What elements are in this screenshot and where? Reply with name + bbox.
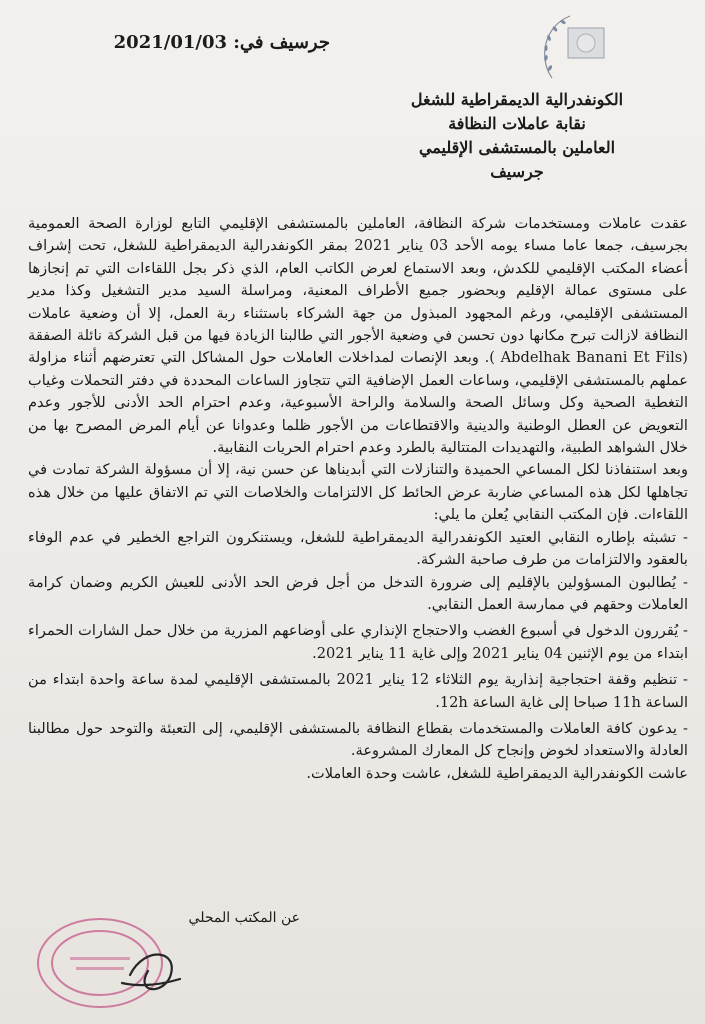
closing-slogan: عاشت الكونفدرالية الديمقراطية للشغل، عاشت وحدة العاملات. bbox=[306, 764, 688, 782]
demand-item-1: - تشبثه بإطاره النقابي العتيد الكونفدرالية الديمقراطية للشغل، ويستنكرون التراجع الخطير في عدم الوفاء بالعقود والالتزامات من طرف صاحبة الشركة. bbox=[28, 528, 688, 569]
stamp-and-signature-icon bbox=[30, 905, 190, 1015]
paragraph-intro: عقدت عاملات ومستخدمات شركة النظافة، العاملين بالمستشفى الإقليمي التابع لوزارة الصحة العمومية بجرسيف، جمعا عاما مساء يومه الأحد 03 يناير 2021 بمقر الكونفدرالية الديمقراطية للشغل، تحت إشراف أعضاء المكتب الإقليمي للكدش، وبعد الاستماع لعرض الكاتب العام، الذي ذكر بجل اللقاءات التي تم إنجازها على مستوى عمالة الإقليم وبحضور جميع الأطراف المعنية، ومراسلة السيد مدير التشغيل وكذا مدير المستشفى الإقليمي، ورغم المجهود المبذول من جهة الشركاء باستثناء ربة العمل، إلا أن وضعية عاملات النظافة لازالت تبرح مكانها دون تحسن في وضعية الأجور التي طالبنا الزيادة فيها من قبل الشركة نائلة الصفقة (Abdelhak Banani Et Fils ). وبعد الإنصات لمداخلات العاملات حول المشاكل التي تعترضهم أثناء مزاولة عملهم بالمستشفى الإقليمي، وساعات العمل الإضافية التي تتجاوز الساعات المحددة في دفتر التحملات وغياب التغطية الصحية وكل وسائل الصحة والسلامة والراحة الأسبوعية، وعدم احترام الحد الأدنى للأجور وعدم التعويض عن العطل الوطنية والدينية والاقتطاعات من الأجور ظلما وعدوانا عن أيام المرض المصرح بها من خلال الشواهد الطبية، والتهديدات المتتالية بالطرد وعدم احترام الحريات النقابية. bbox=[28, 215, 688, 457]
date-line: جرسيف في: 2021/01/03 bbox=[113, 32, 330, 53]
demand-item-3: - يُقررون الدخول في أسبوع الغضب والاحتجاج الإنذاري على أوضاعهم المزرية من خلال حمل الشارات الحمراء ابتداء من يوم الإثنين 04 يناير 2021 وإلى غاية 11 يناير 2021. bbox=[28, 622, 688, 662]
demand-item-2: - يُطالبون المسؤولين بالإقليم إلى ضرورة التدخل من أجل فرض الحد الأدنى للعيش الكريم وضمان كرامة العاملات وحقهم في ممارسة العمل النقابي. bbox=[28, 573, 688, 613]
organization-block bbox=[347, 88, 687, 184]
org-line-workers: العاملين بالمستشفى الإقليمي bbox=[418, 138, 616, 157]
org-line-confederation: الكونفدرالية الديمقراطية للشغل bbox=[410, 90, 624, 109]
paragraph-position: وبعد استنفاذنا لكل المساعي الحميدة والتنازلات التي أبديناها عن حسن نية، إلا أن مسؤولة الشركة تمادت في تجاهلها لكل هذه المساعي ضاربة عرض الحائط كل الالتزامات والخلاصات التي تم الاتفاق عليها من خلال هذه اللقاءات. فإن المكتب النقابي يُعلن ما يلي: bbox=[28, 461, 688, 524]
letter-body bbox=[28, 213, 688, 785]
org-line-city: جرسيف bbox=[490, 162, 544, 181]
signature-label: عن المكتب المحلي bbox=[188, 910, 300, 926]
union-logo-icon bbox=[530, 8, 650, 88]
demand-item-5: - يدعون كافة العاملات والمستخدمات بقطاع النظافة بالمستشفى الإقليمي، إلى التعبئة والتوحد حول مطالبنا العادلة والاستعداد لخوض وإنجاح كل المعارك المشروعة. bbox=[28, 719, 688, 760]
org-line-union: نقابة عاملات النظافة bbox=[448, 114, 586, 133]
demand-item-4: - تنظيم وقفة احتجاجية إنذارية يوم الثلاثاء 12 يناير 2021 بالمستشفى الإقليمي لمدة ساعة واحدة ابتداء من الساعة 11h صباحا إلى غاية الساعة 12h. bbox=[28, 671, 688, 711]
